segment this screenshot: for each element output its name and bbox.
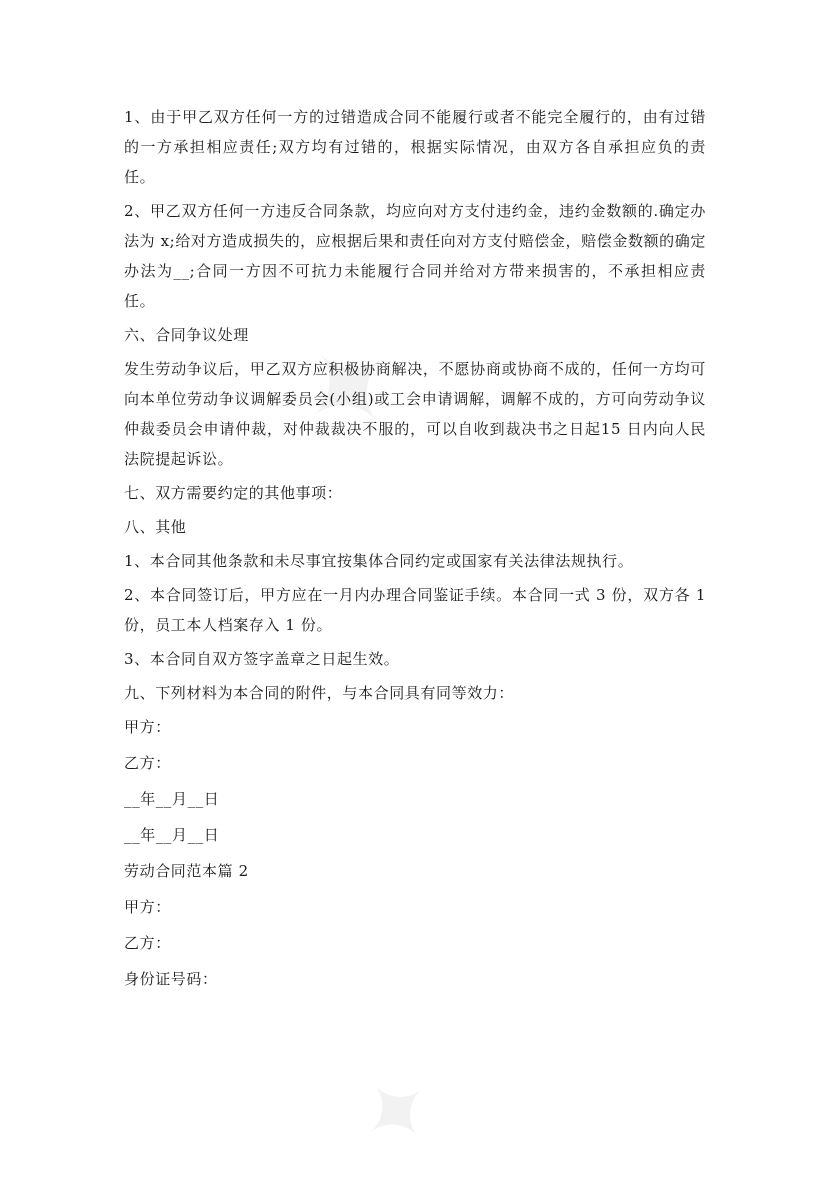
clause-misc-1: 1、本合同其他条款和未尽事宜按集体合同约定或国家有关法律法规执行。	[124, 552, 634, 570]
party-a-label: 甲方：	[124, 718, 171, 736]
id-number-label: 身份证号码：	[124, 970, 218, 988]
section-heading-misc: 八、其他	[124, 518, 187, 536]
clause-misc-3: 3、本合同自双方签字盖章之日起生效。	[124, 650, 400, 668]
party-b-label: 乙方：	[124, 754, 171, 772]
clause-misc-2: 2、本合同签订后，甲方应在一月内办理合同鉴证手续。本合同一式 3 份，双方各 1 份，员工本人档案存入 1 份。	[124, 586, 706, 634]
section-heading-dispute: 六、合同争议处理	[124, 326, 249, 344]
date-line: __年__月__日	[124, 826, 220, 844]
clause-dispute-resolution: 发生劳动争议后，甲乙双方应积极协商解决，不愿协商或协商不成的，任何一方均可向本单位劳动争议调解委员会(小组)或工会申请调解，调解不成的，方可向劳动争议仲裁委员会申请仲裁，对仲裁裁决不服的，可以自收到裁决书之日起15 日内向人民法院提起诉讼。	[124, 360, 706, 468]
section-heading-other-matters: 七、双方需要约定的其他事项：	[124, 484, 343, 502]
clause-breach-liability: 1、由于甲乙双方任何一方的过错造成合同不能履行或者不能完全履行的，由有过错的一方承担相应责任;双方均有过错的，根据实际情况，由双方各自承担应负的责任。	[124, 108, 706, 186]
date-line: __年__月__日	[124, 790, 220, 808]
watermark: ✦	[335, 1048, 461, 1177]
party-a-label: 甲方：	[124, 898, 171, 916]
party-b-label: 乙方：	[124, 934, 171, 952]
section-heading-attachments: 九、下列材料为本合同的附件，与本合同具有同等效力：	[124, 684, 515, 702]
clause-penalty: 2、甲乙双方任何一方违反合同条款，均应向对方支付违约金，违约金数额的.确定办法为 x;给对方造成损失的，应根据后果和责任向对方支付赔偿金，赔偿金数额的确定办法为__;合同一方因不可抗力未能履行合同并给对方带来损害的，不承担相应责任。	[124, 202, 706, 310]
watermark: ✦	[267, 303, 434, 476]
template-title: 劳动合同范本篇 2	[124, 862, 249, 880]
document-body	[124, 102, 706, 1000]
